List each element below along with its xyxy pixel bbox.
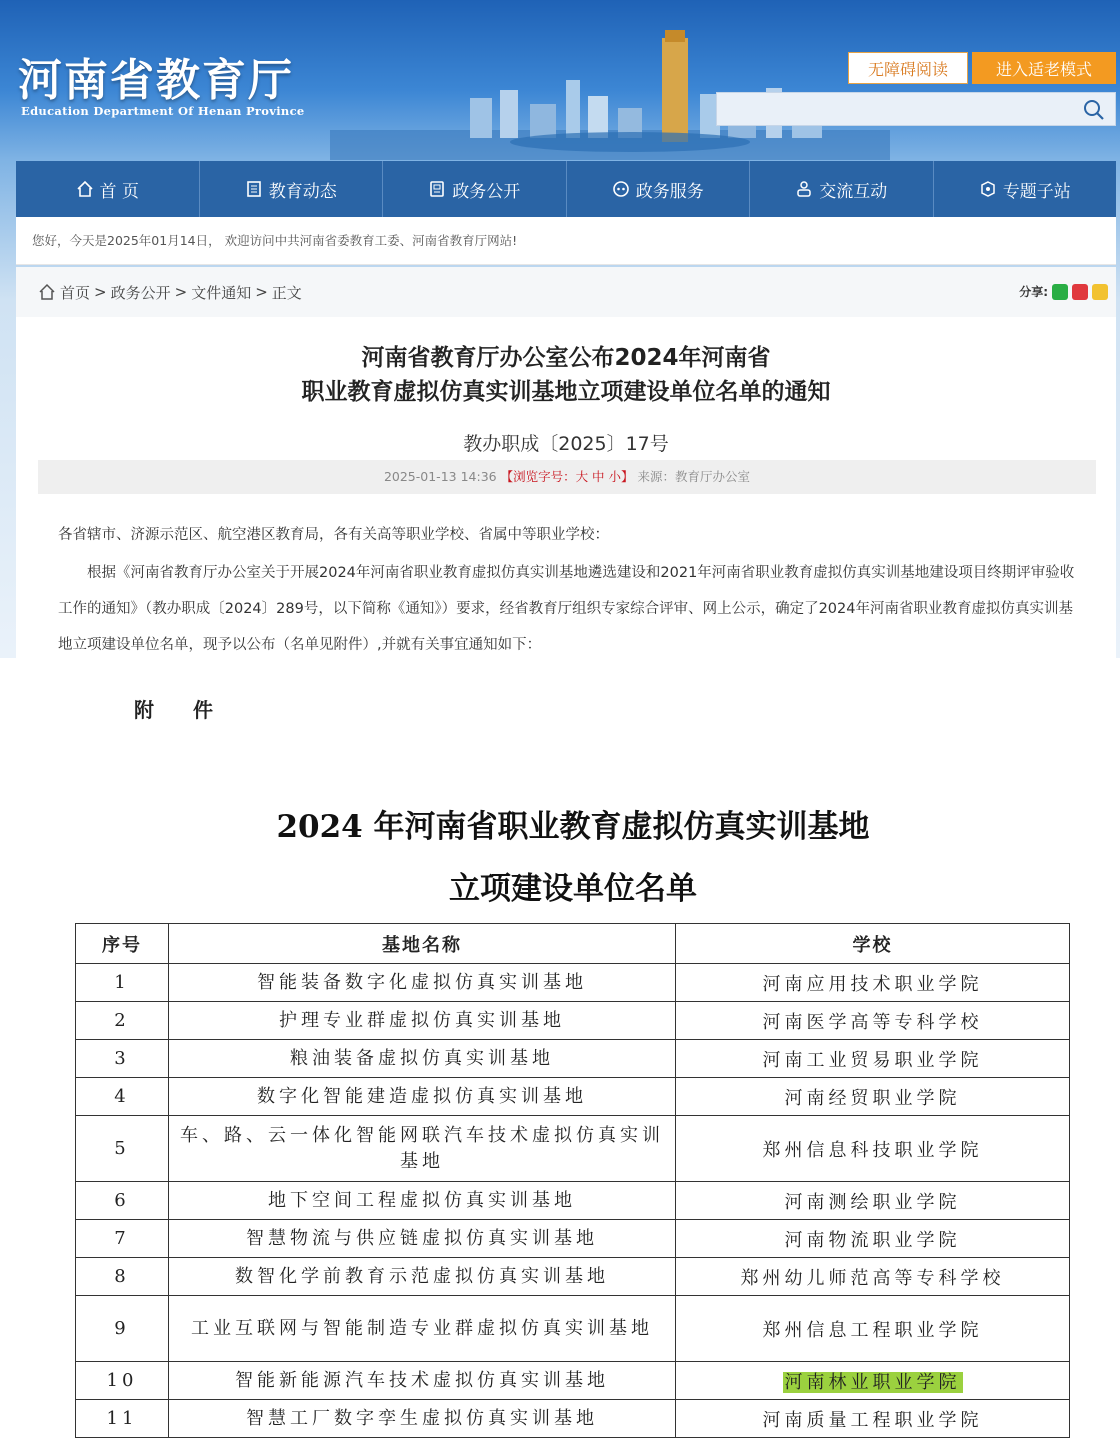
row-school: 河南应用技术职业学院	[676, 964, 1070, 1002]
article-title-line1: 河南省教育厅办公室公布2024年河南省	[361, 345, 771, 371]
row-base-name: 车、路、云一体化智能网联汽车技术虚拟仿真实训基地	[169, 1116, 676, 1182]
attachment-title	[0, 796, 1120, 920]
row-base-name: 护理专业群虚拟仿真实训基地	[169, 1002, 676, 1040]
elder-mode-button[interactable]: 进入适老模式	[972, 52, 1116, 84]
row-number: 5	[76, 1116, 169, 1182]
breadcrumb-separator: >	[255, 283, 268, 301]
wechat-icon[interactable]	[1052, 284, 1068, 300]
home-icon	[76, 180, 94, 198]
article-body: 根据《河南省教育厅办公室关于开展2024年河南省职业教育虚拟仿真实训基地遴选建设和2021年河南省职业教育虚拟仿真实训基地建设项目终期评审验收工作的通知》（教办职成〔2024〕289号，以下简称《通知》）要求，经省教育厅组织专家综合评审、网上公示，确定了2024年河南省职业教育虚拟仿真实训基地立项建设单位名单，现予以公布（名单见附件）,并就有关事宜通知如下：	[58, 565, 1075, 653]
search-input[interactable]	[716, 92, 1116, 126]
row-number: 11	[76, 1400, 169, 1438]
table-row	[76, 1258, 1070, 1296]
row-base-name: 智慧工厂数字孪生虚拟仿真实训基地	[169, 1400, 676, 1438]
table-row	[76, 1296, 1070, 1362]
row-number: 3	[76, 1040, 169, 1078]
document-number: 教办职成〔2025〕17号	[463, 433, 669, 455]
welcome-message: 您好，今天是2025年01月14日， 欢迎访问中共河南省委教育工委、河南省教育厅网站!	[16, 217, 1116, 265]
row-school: 河南经贸职业学院	[676, 1078, 1070, 1116]
nav-item-label: 首 页	[99, 181, 139, 202]
article-salutation: 各省辖市、济源示范区、航空港区教育局，各有关高等职业学校、省属中等职业学校：	[58, 527, 609, 543]
nav-item-label: 政务服务	[635, 181, 704, 202]
font-size-switcher[interactable]: 【浏览字号：大 中 小】	[500, 469, 634, 484]
nav-item-label: 政务公开	[452, 181, 521, 202]
site-title[interactable]: 河南省教育厅	[18, 55, 294, 106]
accessible-reading-button[interactable]: 无障碍阅读	[848, 52, 968, 84]
row-school: 郑州幼儿师范高等专科学校	[676, 1258, 1070, 1296]
attachment-title-line1: 2024 年河南省职业教育虚拟仿真实训基地	[276, 809, 870, 845]
row-number: 9	[76, 1296, 169, 1362]
search-icon[interactable]	[1083, 99, 1105, 121]
article-title-line2: 职业教育虚拟仿真实训基地立项建设单位名单的通知	[301, 379, 831, 405]
article-meta	[38, 460, 1096, 494]
nav-item-label: 交流互动	[819, 181, 888, 202]
nav-item-education-news[interactable]	[200, 161, 384, 217]
weibo-icon[interactable]	[1072, 284, 1088, 300]
roster-table	[75, 923, 1070, 1438]
table-row	[76, 964, 1070, 1002]
table-row	[76, 1078, 1070, 1116]
article	[16, 317, 1116, 658]
row-school: 郑州信息科技职业学院	[676, 1116, 1070, 1182]
service-icon	[612, 180, 630, 198]
breadcrumb-current: 正文	[271, 283, 302, 302]
topic-icon	[979, 180, 997, 198]
article-title	[16, 341, 1116, 409]
row-school: 河南测绘职业学院	[676, 1182, 1070, 1220]
nav-item-interaction[interactable]	[750, 161, 934, 217]
city-skyline-image	[330, 20, 890, 160]
row-number: 7	[76, 1220, 169, 1258]
breadcrumb-separator: >	[94, 283, 107, 301]
publish-date: 2025-01-13 14:36	[383, 469, 497, 484]
breadcrumb-separator: >	[174, 283, 188, 301]
row-school: 河南物流职业学院	[676, 1220, 1070, 1258]
share-bar	[1019, 283, 1108, 300]
row-school-highlighted	[676, 1362, 1070, 1400]
row-base-name: 粮油装备虚拟仿真实训基地	[169, 1040, 676, 1078]
attachment-title-line2: 立项建设单位名单	[449, 871, 697, 907]
column-header-base: 基地名称	[169, 924, 676, 964]
column-header-school: 学校	[676, 924, 1070, 964]
row-base-name: 智慧物流与供应链虚拟仿真实训基地	[169, 1220, 676, 1258]
row-school: 郑州信息工程职业学院	[676, 1296, 1070, 1362]
table-header-row	[76, 924, 1070, 964]
qq-icon[interactable]	[1092, 284, 1108, 300]
breadcrumb	[38, 267, 302, 317]
row-base-name: 智能装备数字化虚拟仿真实训基地	[169, 964, 676, 1002]
row-number: 10	[76, 1362, 169, 1400]
table-row	[76, 1002, 1070, 1040]
row-number: 8	[76, 1258, 169, 1296]
main-nav	[16, 161, 1116, 217]
breadcrumb-notices[interactable]: 文件通知	[191, 283, 252, 302]
breadcrumb-home[interactable]: 首页	[60, 283, 91, 302]
breadcrumb-government-affairs[interactable]: 政务公开	[110, 283, 171, 302]
table-row	[76, 1182, 1070, 1220]
nav-item-home[interactable]	[16, 161, 200, 217]
table-row	[76, 1362, 1070, 1400]
nav-item-label: 教育动态	[268, 181, 337, 202]
nav-item-government-services[interactable]	[567, 161, 751, 217]
site-subtitle: Education Department Of Henan Province	[21, 104, 305, 118]
highlighted-school: 河南林业职业学院	[784, 1371, 961, 1393]
row-base-name: 数智化学前教育示范虚拟仿真实训基地	[169, 1258, 676, 1296]
row-number: 6	[76, 1182, 169, 1220]
nav-item-label: 专题子站	[1002, 181, 1071, 202]
attachment-label: 附 件	[134, 698, 229, 722]
row-number: 1	[76, 964, 169, 1002]
table-row	[76, 1040, 1070, 1078]
row-base-name: 地下空间工程虚拟仿真实训基地	[169, 1182, 676, 1220]
breadcrumb-bar	[16, 267, 1116, 317]
row-school: 河南医学高等专科学校	[676, 1002, 1070, 1040]
share-label: 分享:	[1019, 285, 1048, 299]
document-icon	[428, 180, 446, 198]
interaction-icon	[795, 180, 813, 198]
nav-item-topic-sites[interactable]	[934, 161, 1117, 217]
row-base-name: 数字化智能建造虚拟仿真实训基地	[169, 1078, 676, 1116]
row-number: 2	[76, 1002, 169, 1040]
table-row	[76, 1400, 1070, 1438]
home-icon	[38, 283, 56, 301]
row-school: 河南质量工程职业学院	[676, 1400, 1070, 1438]
nav-item-government-affairs[interactable]	[383, 161, 567, 217]
news-icon	[245, 180, 263, 198]
row-number: 4	[76, 1078, 169, 1116]
table-row	[76, 1220, 1070, 1258]
row-base-name: 工业互联网与智能制造专业群虚拟仿真实训基地	[169, 1296, 676, 1362]
row-base-name: 智能新能源汽车技术虚拟仿真实训基地	[169, 1362, 676, 1400]
column-header-number: 序号	[76, 924, 169, 964]
article-source: 来源：教育厅办公室	[637, 469, 751, 484]
row-school: 河南工业贸易职业学院	[676, 1040, 1070, 1078]
table-row	[76, 1116, 1070, 1182]
